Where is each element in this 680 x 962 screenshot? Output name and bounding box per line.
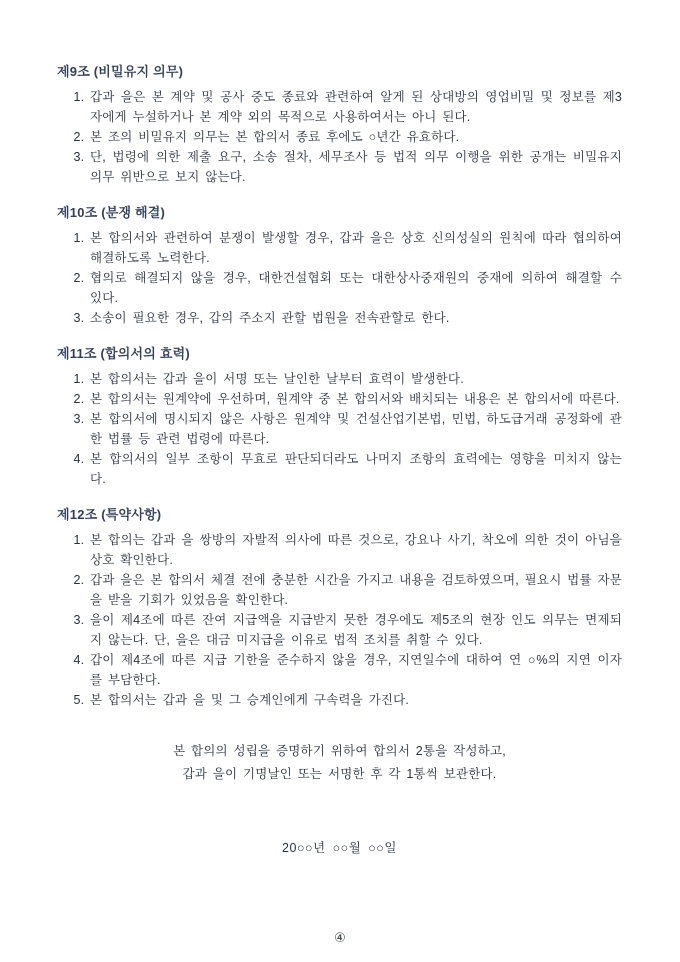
article-10-items [57, 228, 622, 328]
article-10-title: 제10조 (분쟁 해결) [57, 205, 166, 220]
document-date: 20○○년 ○○월 ○○일 [282, 841, 397, 855]
article-9-title: 제9조 (비밀유지 의무) [57, 64, 184, 79]
article-12 [57, 505, 622, 710]
article-item: 1. 본 합의는 갑과 을 쌍방의 자발적 의사에 따른 것으로, 강요나 사기, 착오에 의한 것이 아님을 상호 확인한다. [90, 530, 622, 570]
article-item: 1. 본 합의서는 갑과 을이 서명 또는 날인한 날부터 효력이 발생한다. [90, 369, 622, 389]
article-item: 3. 본 합의서에 명시되지 않은 사항은 원계약 및 건설산업기본법, 민법, 하도급거래 공정화에 관한 법률 등 관련 법령에 따른다. [90, 409, 622, 449]
article-11-title: 제11조 (합의서의 효력) [57, 346, 190, 361]
article-item: 5. 본 합의서는 갑과 을 및 그 승계인에게 구속력을 가진다. [90, 690, 622, 710]
article-12-title: 제12조 (특약사항) [57, 507, 162, 522]
article-item: 3. 을이 제4조에 따른 잔여 지급액을 지급받지 못한 경우에도 제5조의 현장 인도 의무는 면제되지 않는다. 단, 을은 대금 미지급을 이유로 법적 조치를 취할 수 있다. [90, 610, 622, 650]
closing-line-2: 갑과 을이 기명날인 또는 서명한 후 각 1통씩 보관한다. [182, 767, 497, 781]
article-item: 2. 갑과 을은 본 합의서 체결 전에 충분한 시간을 가지고 내용을 검토하였으며, 필요시 법률 자문을 받을 기회가 있었음을 확인한다. [90, 570, 622, 610]
article-11 [57, 344, 622, 489]
article-item: 1. 본 합의서와 관련하여 분쟁이 발생할 경우, 갑과 을은 상호 신의성실의 원칙에 따라 협의하여 해결하도록 노력한다. [90, 228, 622, 268]
article-item: 1. 갑과 을은 본 계약 및 공사 중도 종료와 관련하여 알게 된 상대방의 영업비밀 및 정보를 제3자에게 누설하거나 본 계약 외의 목적으로 사용하여서는 아니 된다. [90, 87, 622, 127]
article-item: 4. 갑이 제4조에 따른 지급 기한을 준수하지 않을 경우, 지연일수에 대하여 연 ○%의 지연 이자를 부담한다. [90, 650, 622, 690]
article-9 [57, 62, 622, 187]
article-9-items [57, 87, 622, 187]
article-item: 2. 협의로 해결되지 않을 경우, 대한건설협회 또는 대한상사중재원의 중재에 의하여 해결할 수 있다. [90, 268, 622, 308]
page-number: ④ [334, 930, 346, 945]
article-10 [57, 203, 622, 328]
article-item: 3. 소송이 필요한 경우, 갑의 주소지 관할 법원을 전속관할로 한다. [90, 308, 622, 328]
article-item: 3. 단, 법령에 의한 제출 요구, 소송 절차, 세무조사 등 법적 의무 이행을 위한 공개는 비밀유지 의무 위반으로 보지 않는다. [90, 147, 622, 187]
article-item: 4. 본 합의서의 일부 조항이 무효로 판단되더라도 나머지 조항의 효력에는 영향을 미치지 않는다. [90, 449, 622, 489]
closing-line-1: 본 합의의 성립을 증명하기 위하여 합의서 2통을 작성하고, [173, 744, 506, 758]
closing-statement [57, 740, 622, 786]
article-11-items [57, 369, 622, 489]
article-item: 2. 본 합의서는 원계약에 우선하며, 원계약 중 본 합의서와 배치되는 내용은 본 합의서에 따른다. [90, 389, 622, 409]
article-12-items [57, 530, 622, 710]
article-item: 2. 본 조의 비밀유지 의무는 본 합의서 종료 후에도 ○년간 유효하다. [90, 127, 622, 147]
